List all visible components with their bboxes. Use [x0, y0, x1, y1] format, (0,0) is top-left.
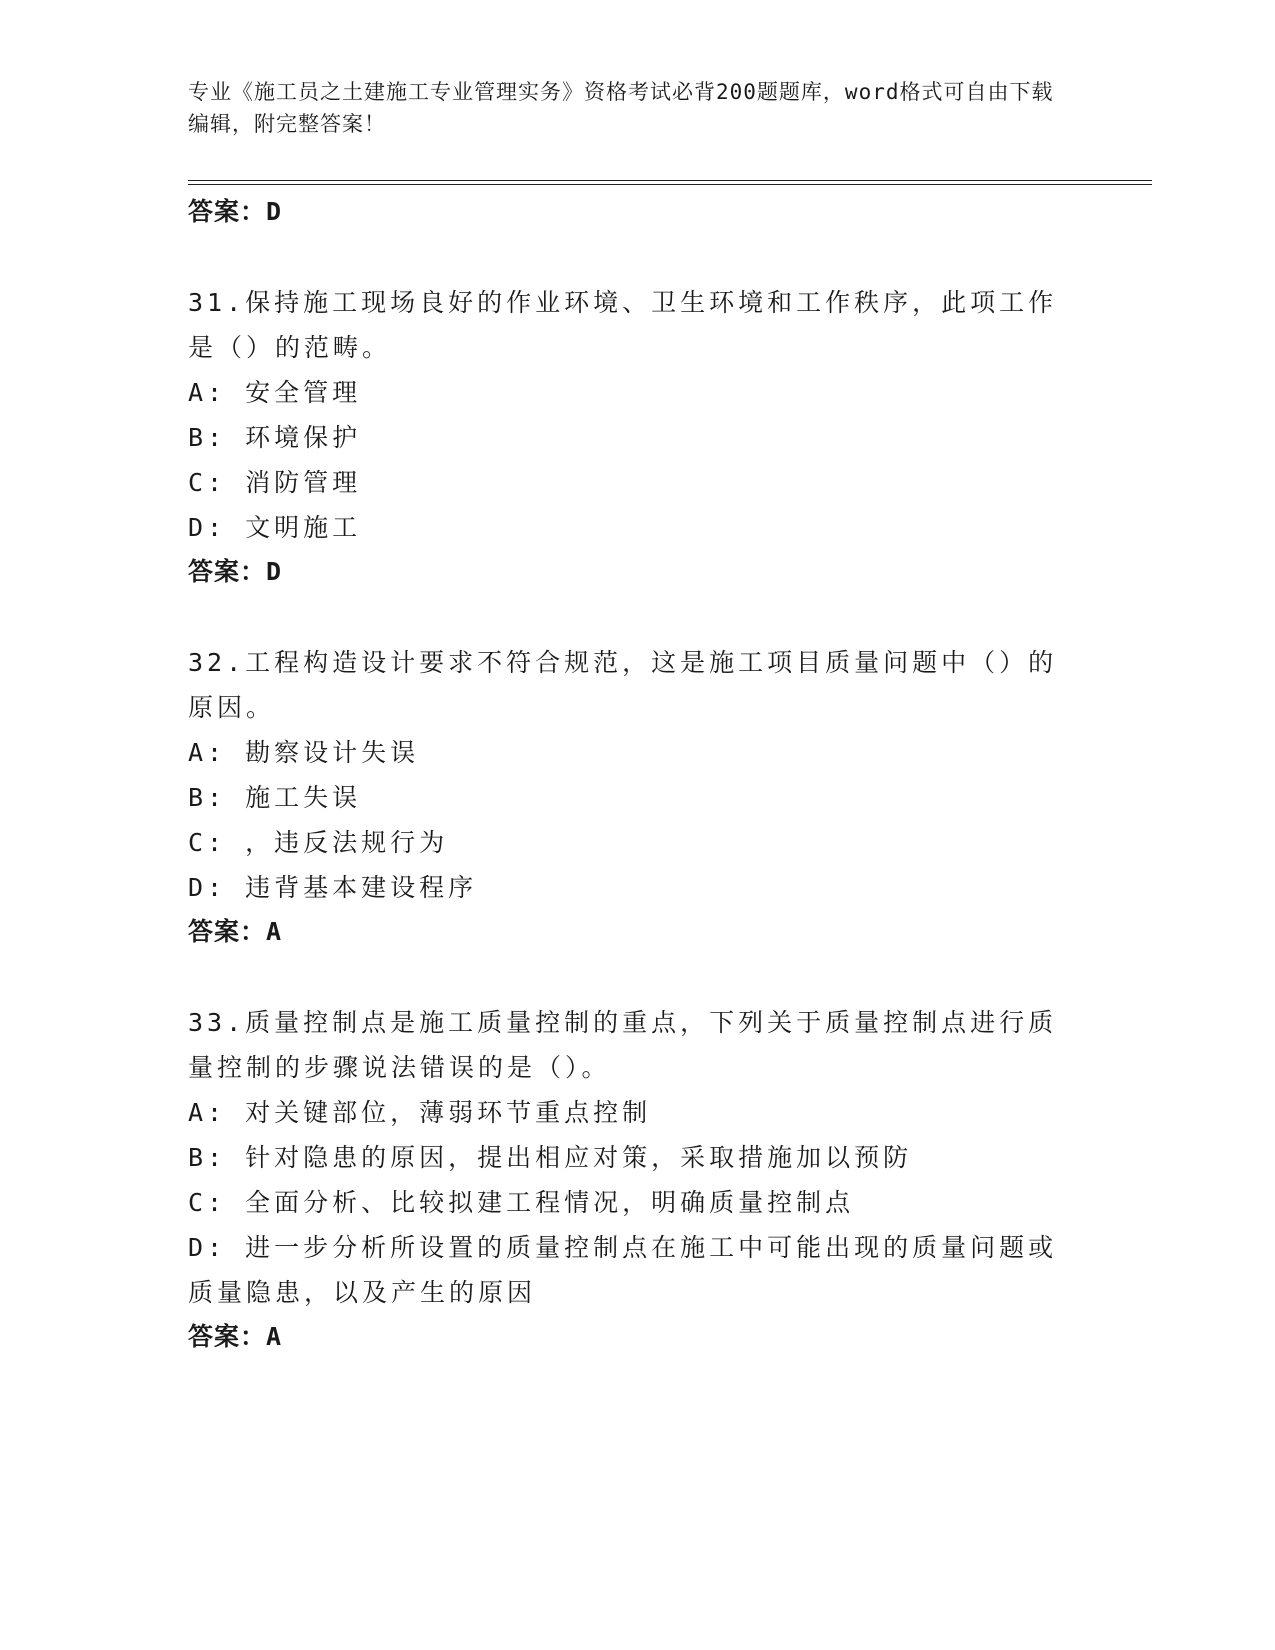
answer-line: 答案：D [188, 557, 283, 586]
option-b: B: 环境保护 [188, 423, 362, 452]
question-31 [188, 280, 1088, 594]
header-title: 专业《施工员之土建施工专业管理实务》资格考试必背200题题库，word格式可自由下载编辑，附完整答案！ [188, 80, 1054, 136]
question-stem: 33.质量控制点是施工质量控制的重点，下列关于质量控制点进行质量控制的步骤说法错误的是（）。 [188, 1008, 1058, 1082]
previous-answer: 答案：D [188, 197, 283, 226]
option-a: A: 对关键部位，薄弱环节重点控制 [188, 1098, 652, 1127]
document-body [188, 190, 1088, 1359]
question-32 [188, 640, 1088, 954]
document-header [188, 76, 1068, 140]
option-d: D: 违背基本建设程序 [188, 873, 478, 902]
answer-line: 答案：A [188, 1322, 283, 1351]
option-d: D: 进一步分析所设置的质量控制点在施工中可能出现的质量问题或质量隐患，以及产生的原因 [188, 1233, 1058, 1307]
option-c: C: ，违反法规行为 [188, 828, 449, 857]
question-33 [188, 1000, 1088, 1359]
option-d: D: 文明施工 [188, 513, 362, 542]
option-c: C: 全面分析、比较拟建工程情况，明确质量控制点 [188, 1188, 855, 1217]
header-divider-bottom [188, 184, 1152, 185]
option-a: A: 安全管理 [188, 378, 362, 407]
option-a: A: 勘察设计失误 [188, 738, 420, 767]
option-b: B: 施工失误 [188, 783, 362, 812]
question-stem: 31.保持施工现场良好的作业环境、卫生环境和工作秩序，此项工作是（）的范畴。 [188, 288, 1058, 362]
answer-line: 答案：A [188, 917, 283, 946]
header-divider-top [188, 180, 1152, 181]
option-c: C: 消防管理 [188, 468, 362, 497]
option-b: B: 针对隐患的原因，提出相应对策，采取措施加以预防 [188, 1143, 913, 1172]
question-stem: 32.工程构造设计要求不符合规范，这是施工项目质量问题中（）的原因。 [188, 648, 1058, 722]
